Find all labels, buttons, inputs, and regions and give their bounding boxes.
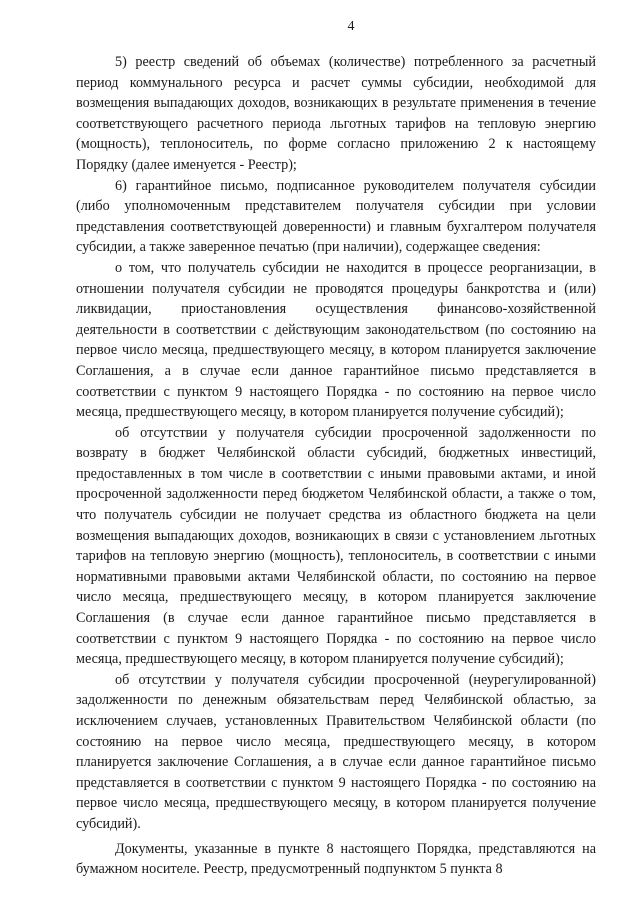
page-number: 4 [347,19,355,34]
paragraph-documents-paper: Документы, указанные в пункте 8 настоящего Порядка, представляются на бумажном носителе. Реестр, предусмотренный подпунктом 5 пункта 8 [76,840,596,878]
paragraph-guarantee-letter: 6) гарантийное письмо, подписанное руководителем получателя субсидии (либо уполномоченным представителем получателя субсидии при условии представления соответствующей доверенности) и главным бухгалтером получателя субсидии, а также заверенное печатью (при наличии), содержащее сведения: [76,177,596,256]
paragraph-no-overdue-budget-debt: об отсутствии у получателя субсидии просроченной задолженности по возврату в бюджет Челябинской области субсидий, бюджетных инвестиций, предоставленных в том числе в соответствии с иными правовыми актами, и иной просроченной задолженности перед бюджетом Челябинской области, а также о том, что получатель субсидии не получает средства из областного бюджета на цели возмещения выпадающих доходов, возникающих в связи с установлением льготных тарифов на тепловую энергию (мощность), теплоноситель, в соответствии с иными нормативными правовыми актами Челябинской области, по состоянию на первое число месяца, предшествующего месяцу, в котором планируется заключение Соглашения (в случае если данное гарантийное письмо представляется в соответствии с пунктом 9 настоящего Порядка - по состоянию на первое число месяца, предшествующего месяцу, в котором планируется получение субсидий); [76,424,596,668]
paragraph-registry: 5) реестр сведений об объемах (количестве) потребленного за расчетный период коммунального ресурса и расчет суммы субсидии, необходимой для возмещения выпадающих доходов, возникающих в результате применения в течение соответствующего расчетного периода льготных тарифов на тепловую энергию (мощность), теплоноситель, по форме согласно приложению 2 к настоящему Порядку (далее именуется - Реестр); [76,54,596,173]
paragraph-no-overdue-obligations: об отсутствии у получателя субсидии просроченной (неурегулированной) задолженности по денежным обязательствам перед Челябинской областью, за исключением случаев, установленных Правительством Челябинской области (по состоянию на первое число месяца, предшествующего месяцу, в котором планируется заключение Соглашения, а в случае если данное гарантийное письмо представляется в соответствии с пунктом 9 настоящего Порядка - по состоянию на первое число месяца, предшествующего месяцу, в котором планируется получение субсидий). [76,671,596,832]
paragraph-no-reorganization: о том, что получатель субсидии не находится в процессе реорганизации, в отношении получателя субсидии не проводятся процедуры банкротства и (или) ликвидации, приостановления осуществления финансово-хозяйственной деятельности в соответствии с действующим законодательством (по состоянию на первое число месяца, предшествующего месяцу, в котором планируется заключение Соглашения, а в случае если данное гарантийное письмо представляется в соответствии с пунктом 9 настоящего Порядка - по состоянию на первое число месяца, предшествующего месяцу, в котором планируется получение субсидий); [76,259,596,421]
